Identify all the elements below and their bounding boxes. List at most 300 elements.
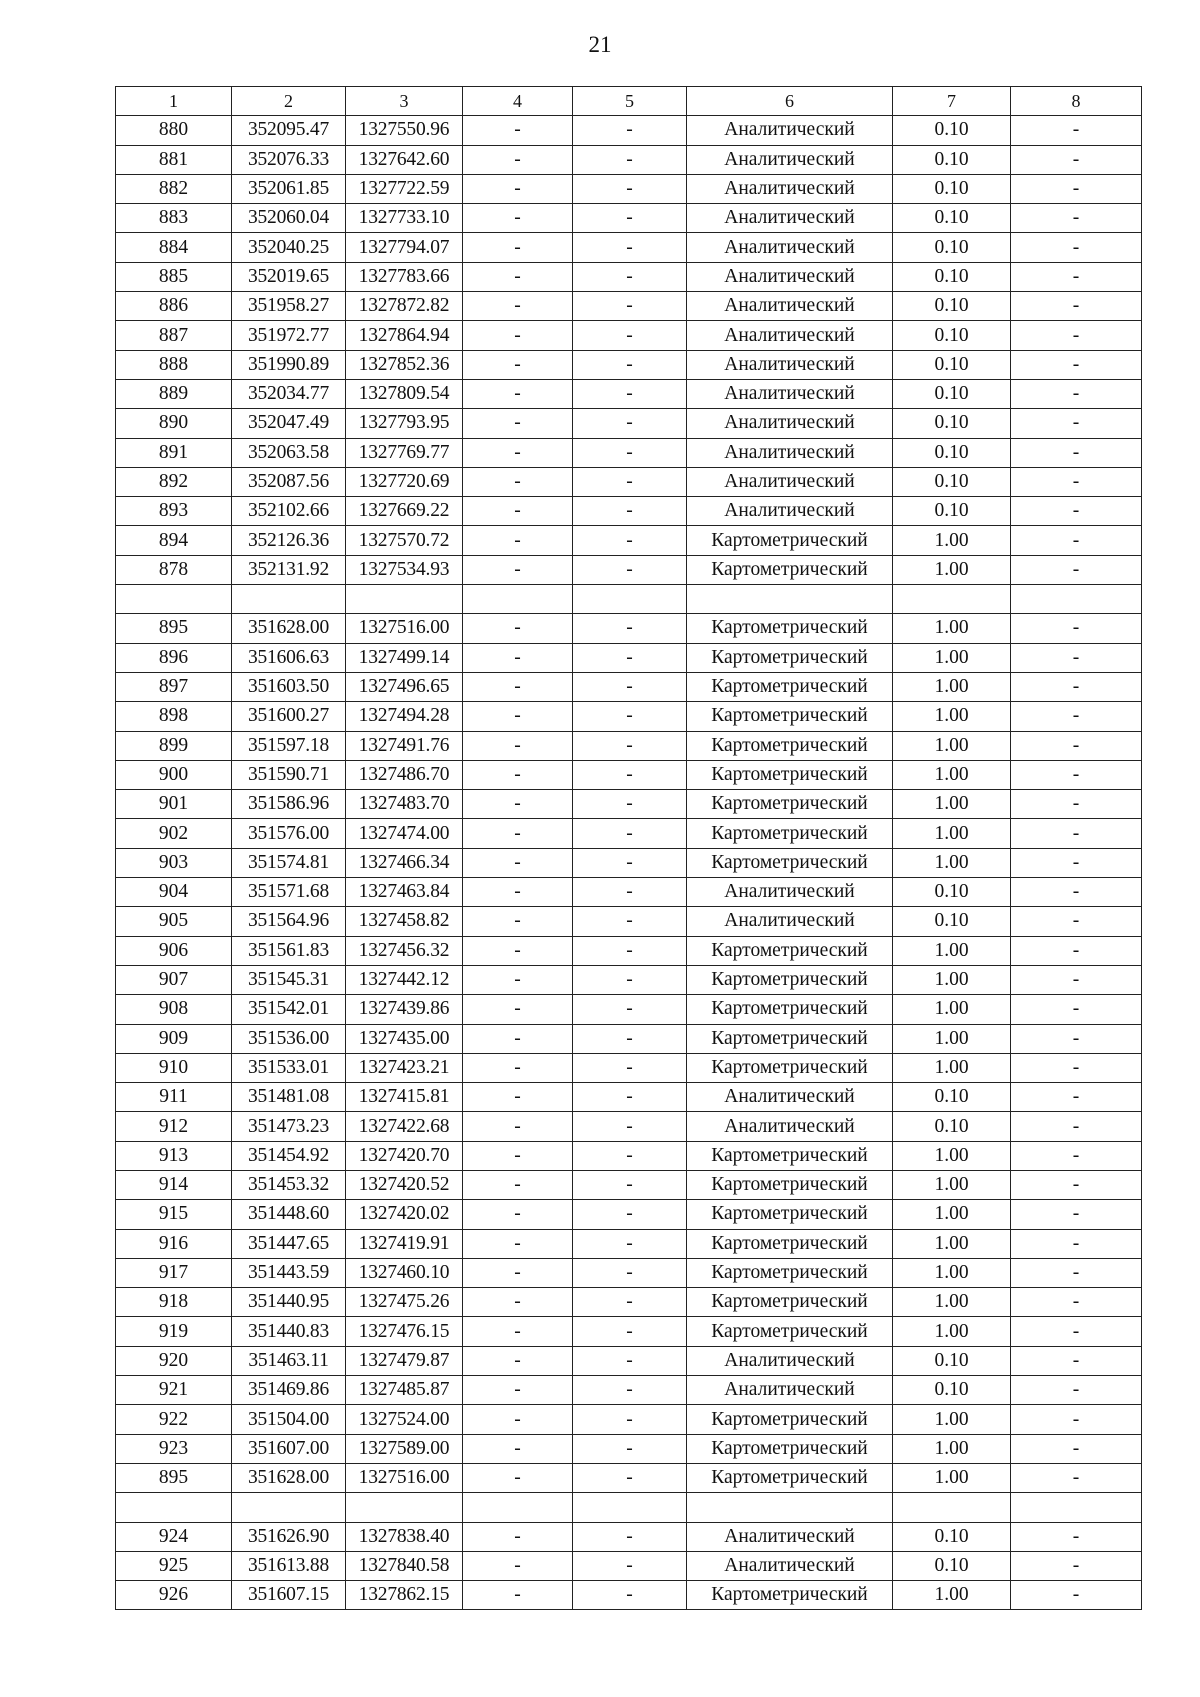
table-cell: - <box>1011 1522 1142 1551</box>
table-cell: 351607.00 <box>232 1434 346 1463</box>
table-cell: - <box>463 907 573 936</box>
table-cell: Аналитический <box>687 1551 893 1580</box>
table-row <box>116 1141 1142 1170</box>
table-cell: - <box>1011 116 1142 145</box>
table-row <box>116 1288 1142 1317</box>
table-cell: 884 <box>116 233 232 262</box>
table-row <box>116 233 1142 262</box>
table-row <box>116 702 1142 731</box>
table-cell: - <box>463 1317 573 1346</box>
table-cell: - <box>463 731 573 760</box>
table-cell: 926 <box>116 1581 232 1610</box>
table-cell: - <box>573 1112 687 1141</box>
table-cell: 1327475.26 <box>346 1288 463 1317</box>
table-cell: - <box>463 1581 573 1610</box>
table-cell: - <box>573 1258 687 1287</box>
table-cell: 1.00 <box>893 1170 1011 1199</box>
table-cell: 1327466.34 <box>346 848 463 877</box>
table-cell: Аналитический <box>687 1522 893 1551</box>
table-cell: 0.10 <box>893 467 1011 496</box>
table-cell: Картометрический <box>687 643 893 672</box>
table-cell <box>1011 585 1142 614</box>
table-cell: Картометрический <box>687 965 893 994</box>
table-row <box>116 731 1142 760</box>
table-cell: - <box>573 936 687 965</box>
table-cell: 1327491.76 <box>346 731 463 760</box>
table-cell: Картометрический <box>687 1288 893 1317</box>
table-cell: 1327420.70 <box>346 1141 463 1170</box>
table-cell: Аналитический <box>687 878 893 907</box>
table-cell: Картометрический <box>687 760 893 789</box>
table-cell: 1.00 <box>893 526 1011 555</box>
table-cell: - <box>573 321 687 350</box>
table-cell: Картометрический <box>687 526 893 555</box>
table-cell: - <box>573 1288 687 1317</box>
table-cell: - <box>573 1522 687 1551</box>
table-cell: - <box>463 116 573 145</box>
table-cell: 352040.25 <box>232 233 346 262</box>
table-cell: 0.10 <box>893 497 1011 526</box>
table-cell: 352076.33 <box>232 145 346 174</box>
table-cell: 351469.86 <box>232 1376 346 1405</box>
table-cell: 888 <box>116 350 232 379</box>
table-cell: - <box>463 526 573 555</box>
table-cell: Картометрический <box>687 1463 893 1492</box>
table-row <box>116 936 1142 965</box>
table-cell: 1327420.52 <box>346 1170 463 1199</box>
table-row <box>116 1463 1142 1492</box>
table-cell: 352061.85 <box>232 174 346 203</box>
table-cell: - <box>1011 350 1142 379</box>
table-cell: 1327479.87 <box>346 1346 463 1375</box>
table-cell: 1327872.82 <box>346 292 463 321</box>
table-cell: Картометрический <box>687 555 893 584</box>
table-cell: - <box>573 907 687 936</box>
table-cell: 1.00 <box>893 936 1011 965</box>
table-cell: - <box>573 1317 687 1346</box>
table-cell: 351564.96 <box>232 907 346 936</box>
table-cell: - <box>463 1288 573 1317</box>
table-cell: 925 <box>116 1551 232 1580</box>
table-cell: 1.00 <box>893 702 1011 731</box>
table-cell: 1327419.91 <box>346 1229 463 1258</box>
table-cell: - <box>1011 790 1142 819</box>
table-cell: 1327460.10 <box>346 1258 463 1287</box>
table-cell: 891 <box>116 438 232 467</box>
table-row <box>116 672 1142 701</box>
table-cell: - <box>573 1229 687 1258</box>
table-row <box>116 409 1142 438</box>
table-cell: Картометрический <box>687 1434 893 1463</box>
table-cell: Картометрический <box>687 1317 893 1346</box>
table-cell: - <box>1011 819 1142 848</box>
table-cell: - <box>573 672 687 701</box>
table-cell: Аналитический <box>687 1346 893 1375</box>
table-cell: - <box>1011 760 1142 789</box>
table-cell: - <box>573 731 687 760</box>
table-cell: 0.10 <box>893 292 1011 321</box>
table-cell: - <box>1011 1376 1142 1405</box>
table-cell: 1.00 <box>893 1024 1011 1053</box>
table-cell: 351613.88 <box>232 1551 346 1580</box>
table-cell: 918 <box>116 1288 232 1317</box>
table-cell: - <box>1011 1141 1142 1170</box>
table-cell: 1327442.12 <box>346 965 463 994</box>
table-cell: 897 <box>116 672 232 701</box>
table-cell: - <box>1011 1258 1142 1287</box>
table-cell: - <box>573 379 687 408</box>
table-cell: 351454.92 <box>232 1141 346 1170</box>
table-cell: Картометрический <box>687 1229 893 1258</box>
table-cell: 0.10 <box>893 409 1011 438</box>
table-row <box>116 497 1142 526</box>
table-row <box>116 262 1142 291</box>
table-cell: - <box>1011 321 1142 350</box>
column-header: 5 <box>573 87 687 116</box>
table-cell: - <box>1011 965 1142 994</box>
table-cell: 0.10 <box>893 174 1011 203</box>
table-cell: - <box>573 1053 687 1082</box>
table-cell: Картометрический <box>687 1024 893 1053</box>
table-cell: - <box>1011 643 1142 672</box>
table-cell: - <box>1011 936 1142 965</box>
table-cell: - <box>1011 1463 1142 1492</box>
table-cell: 919 <box>116 1317 232 1346</box>
table-cell: 352063.58 <box>232 438 346 467</box>
table-cell: - <box>1011 1112 1142 1141</box>
table-cell: Картометрический <box>687 731 893 760</box>
table-cell: - <box>463 819 573 848</box>
table-cell: - <box>1011 1317 1142 1346</box>
table-cell: 351447.65 <box>232 1229 346 1258</box>
table-row <box>116 819 1142 848</box>
table-cell: 1.00 <box>893 995 1011 1024</box>
table-cell: - <box>573 526 687 555</box>
table-row <box>116 585 1142 614</box>
table-cell: - <box>1011 1551 1142 1580</box>
table-cell: - <box>463 204 573 233</box>
table-cell: - <box>1011 204 1142 233</box>
table-row <box>116 174 1142 203</box>
table-cell <box>893 585 1011 614</box>
table-row <box>116 1229 1142 1258</box>
table-cell: - <box>573 702 687 731</box>
table-cell: - <box>463 438 573 467</box>
table-cell: 0.10 <box>893 145 1011 174</box>
table-cell: 906 <box>116 936 232 965</box>
table-cell: - <box>573 1434 687 1463</box>
table-cell <box>232 585 346 614</box>
table-cell: 920 <box>116 1346 232 1375</box>
table-cell: 0.10 <box>893 907 1011 936</box>
table-cell: 351561.83 <box>232 936 346 965</box>
table-cell: - <box>1011 1024 1142 1053</box>
table-cell: 1327840.58 <box>346 1551 463 1580</box>
table-cell: - <box>573 497 687 526</box>
table-cell: 352034.77 <box>232 379 346 408</box>
table-cell: 910 <box>116 1053 232 1082</box>
table-cell: Аналитический <box>687 907 893 936</box>
table-cell: 1327499.14 <box>346 643 463 672</box>
table-cell: 351606.63 <box>232 643 346 672</box>
table-cell: - <box>573 1170 687 1199</box>
table-cell: 1327476.15 <box>346 1317 463 1346</box>
table-cell: - <box>463 965 573 994</box>
table-row <box>116 321 1142 350</box>
table-row <box>116 350 1142 379</box>
table-cell: - <box>1011 848 1142 877</box>
table-cell: 351603.50 <box>232 672 346 701</box>
table-row <box>116 379 1142 408</box>
table-cell: - <box>1011 292 1142 321</box>
table-cell: 352060.04 <box>232 204 346 233</box>
table-cell: - <box>463 1376 573 1405</box>
table-cell: 351443.59 <box>232 1258 346 1287</box>
table-cell <box>687 1493 893 1522</box>
table-cell: 911 <box>116 1083 232 1112</box>
table-cell: Аналитический <box>687 204 893 233</box>
table-cell: - <box>573 350 687 379</box>
table-cell: Картометрический <box>687 702 893 731</box>
table-cell: - <box>1011 995 1142 1024</box>
table-cell: 887 <box>116 321 232 350</box>
table-cell: - <box>573 1141 687 1170</box>
table-row <box>116 1083 1142 1112</box>
table-cell: 1327456.32 <box>346 936 463 965</box>
table-cell: - <box>1011 1170 1142 1199</box>
table-cell: Аналитический <box>687 438 893 467</box>
table-cell: 351628.00 <box>232 614 346 643</box>
table-cell: - <box>463 848 573 877</box>
table-cell: - <box>1011 614 1142 643</box>
table-cell: - <box>463 1141 573 1170</box>
table-cell: 1.00 <box>893 819 1011 848</box>
table-cell: 1327809.54 <box>346 379 463 408</box>
table-cell: - <box>463 1200 573 1229</box>
table-cell: 1.00 <box>893 1258 1011 1287</box>
table-row <box>116 1551 1142 1580</box>
table-cell: 901 <box>116 790 232 819</box>
table-row <box>116 1376 1142 1405</box>
table-row <box>116 965 1142 994</box>
table-cell: 0.10 <box>893 1346 1011 1375</box>
table-cell: 351481.08 <box>232 1083 346 1112</box>
table-row <box>116 1346 1142 1375</box>
table-cell: 903 <box>116 848 232 877</box>
table-cell: - <box>463 321 573 350</box>
table-cell: 1327794.07 <box>346 233 463 262</box>
table-cell: 898 <box>116 702 232 731</box>
table-cell: Аналитический <box>687 174 893 203</box>
table-cell: - <box>573 819 687 848</box>
table-cell: 0.10 <box>893 1522 1011 1551</box>
table-cell: 351576.00 <box>232 819 346 848</box>
table-cell: 0.10 <box>893 1551 1011 1580</box>
table-cell: 1327864.94 <box>346 321 463 350</box>
column-header: 2 <box>232 87 346 116</box>
table-cell: - <box>573 1405 687 1434</box>
table-cell: 352087.56 <box>232 467 346 496</box>
table-cell: - <box>1011 1288 1142 1317</box>
table-cell: - <box>1011 907 1142 936</box>
table-cell: 351628.00 <box>232 1463 346 1492</box>
table-cell: 1.00 <box>893 1288 1011 1317</box>
column-header: 6 <box>687 87 893 116</box>
table-cell: 1327516.00 <box>346 614 463 643</box>
table-cell: - <box>1011 409 1142 438</box>
table-cell: - <box>1011 379 1142 408</box>
table-cell: - <box>463 1434 573 1463</box>
table-cell: 351600.27 <box>232 702 346 731</box>
table-cell: 0.10 <box>893 116 1011 145</box>
table-cell: 1327793.95 <box>346 409 463 438</box>
table-cell: Картометрический <box>687 936 893 965</box>
table-cell: 923 <box>116 1434 232 1463</box>
table-cell: - <box>573 965 687 994</box>
table-cell: 1.00 <box>893 672 1011 701</box>
table-cell <box>573 585 687 614</box>
table-cell <box>893 1493 1011 1522</box>
table-cell: 912 <box>116 1112 232 1141</box>
table-cell: - <box>573 438 687 467</box>
table-cell: - <box>573 467 687 496</box>
table-cell: 351440.83 <box>232 1317 346 1346</box>
table-cell: - <box>573 1346 687 1375</box>
table-cell: 352131.92 <box>232 555 346 584</box>
table-row <box>116 1053 1142 1082</box>
table-cell: - <box>1011 1434 1142 1463</box>
table-cell: 352019.65 <box>232 262 346 291</box>
table-cell: - <box>1011 1200 1142 1229</box>
table-cell: 1327783.66 <box>346 262 463 291</box>
table-cell: 352095.47 <box>232 116 346 145</box>
table-cell: 882 <box>116 174 232 203</box>
table-cell: 895 <box>116 1463 232 1492</box>
table-cell <box>1011 1493 1142 1522</box>
table-cell: 0.10 <box>893 321 1011 350</box>
table-cell: 1327435.00 <box>346 1024 463 1053</box>
table-cell: - <box>1011 145 1142 174</box>
table-cell: - <box>573 116 687 145</box>
column-header: 3 <box>346 87 463 116</box>
table-cell <box>463 1493 573 1522</box>
table-cell: - <box>573 1463 687 1492</box>
table-cell: 1.00 <box>893 731 1011 760</box>
table-row <box>116 1493 1142 1522</box>
table-cell: Аналитический <box>687 497 893 526</box>
table-cell: 351590.71 <box>232 760 346 789</box>
table-cell: - <box>1011 1405 1142 1434</box>
table-cell: - <box>573 760 687 789</box>
table-cell: 1327534.93 <box>346 555 463 584</box>
table-cell: 904 <box>116 878 232 907</box>
table-cell: 880 <box>116 116 232 145</box>
table-cell: - <box>463 1346 573 1375</box>
table-cell: - <box>1011 174 1142 203</box>
table-cell: 1.00 <box>893 1581 1011 1610</box>
table-cell: 1327720.69 <box>346 467 463 496</box>
table-cell: 916 <box>116 1229 232 1258</box>
table-cell: - <box>463 292 573 321</box>
table-cell: Картометрический <box>687 672 893 701</box>
table-cell: 351504.00 <box>232 1405 346 1434</box>
table-cell: - <box>1011 1581 1142 1610</box>
table-cell: Картометрический <box>687 1200 893 1229</box>
table-cell: - <box>573 614 687 643</box>
table-cell: - <box>463 1112 573 1141</box>
table-cell: - <box>463 1405 573 1434</box>
table-row <box>116 1024 1142 1053</box>
table-cell: Картометрический <box>687 614 893 643</box>
table-cell: - <box>463 878 573 907</box>
table-cell: 924 <box>116 1522 232 1551</box>
table-header-row <box>116 87 1142 116</box>
table-cell: 1.00 <box>893 1053 1011 1082</box>
table-cell: 894 <box>116 526 232 555</box>
table-cell: 1327862.15 <box>346 1581 463 1610</box>
table-cell: - <box>1011 438 1142 467</box>
table-cell: 878 <box>116 555 232 584</box>
table-cell: 908 <box>116 995 232 1024</box>
table-cell: - <box>463 614 573 643</box>
table-row <box>116 790 1142 819</box>
table-cell: - <box>573 555 687 584</box>
table-cell: 909 <box>116 1024 232 1053</box>
table-cell: - <box>463 145 573 174</box>
table-cell: 1.00 <box>893 643 1011 672</box>
table-cell: - <box>1011 555 1142 584</box>
table-cell: - <box>463 379 573 408</box>
table-cell: 1327423.21 <box>346 1053 463 1082</box>
table-cell: Картометрический <box>687 1141 893 1170</box>
table-cell: 351574.81 <box>232 848 346 877</box>
table-cell <box>346 585 463 614</box>
table-cell: 1327483.70 <box>346 790 463 819</box>
table-cell: 889 <box>116 379 232 408</box>
table-cell: 1327420.02 <box>346 1200 463 1229</box>
table-cell: - <box>463 350 573 379</box>
table-cell: 351536.00 <box>232 1024 346 1053</box>
table-cell: Картометрический <box>687 819 893 848</box>
table-cell: 1.00 <box>893 965 1011 994</box>
table-row <box>116 1434 1142 1463</box>
table-cell: - <box>1011 731 1142 760</box>
table-cell: 351626.90 <box>232 1522 346 1551</box>
table-cell: Аналитический <box>687 1376 893 1405</box>
table-cell: - <box>463 1463 573 1492</box>
table-cell: - <box>573 1376 687 1405</box>
table-cell: - <box>463 936 573 965</box>
table-cell: 351533.01 <box>232 1053 346 1082</box>
table-cell: - <box>1011 233 1142 262</box>
table-cell: Аналитический <box>687 467 893 496</box>
table-cell: 351473.23 <box>232 1112 346 1141</box>
table-cell: 896 <box>116 643 232 672</box>
table-row <box>116 995 1142 1024</box>
table-cell: - <box>463 1229 573 1258</box>
table-row <box>116 116 1142 145</box>
table-cell: Картометрический <box>687 1405 893 1434</box>
table-row <box>116 1258 1142 1287</box>
table-cell: 915 <box>116 1200 232 1229</box>
table-cell: 893 <box>116 497 232 526</box>
table-cell: - <box>1011 526 1142 555</box>
table-cell: Аналитический <box>687 321 893 350</box>
table-cell: 1.00 <box>893 1200 1011 1229</box>
table-cell: 352126.36 <box>232 526 346 555</box>
table-row <box>116 643 1142 672</box>
table-cell: - <box>463 643 573 672</box>
